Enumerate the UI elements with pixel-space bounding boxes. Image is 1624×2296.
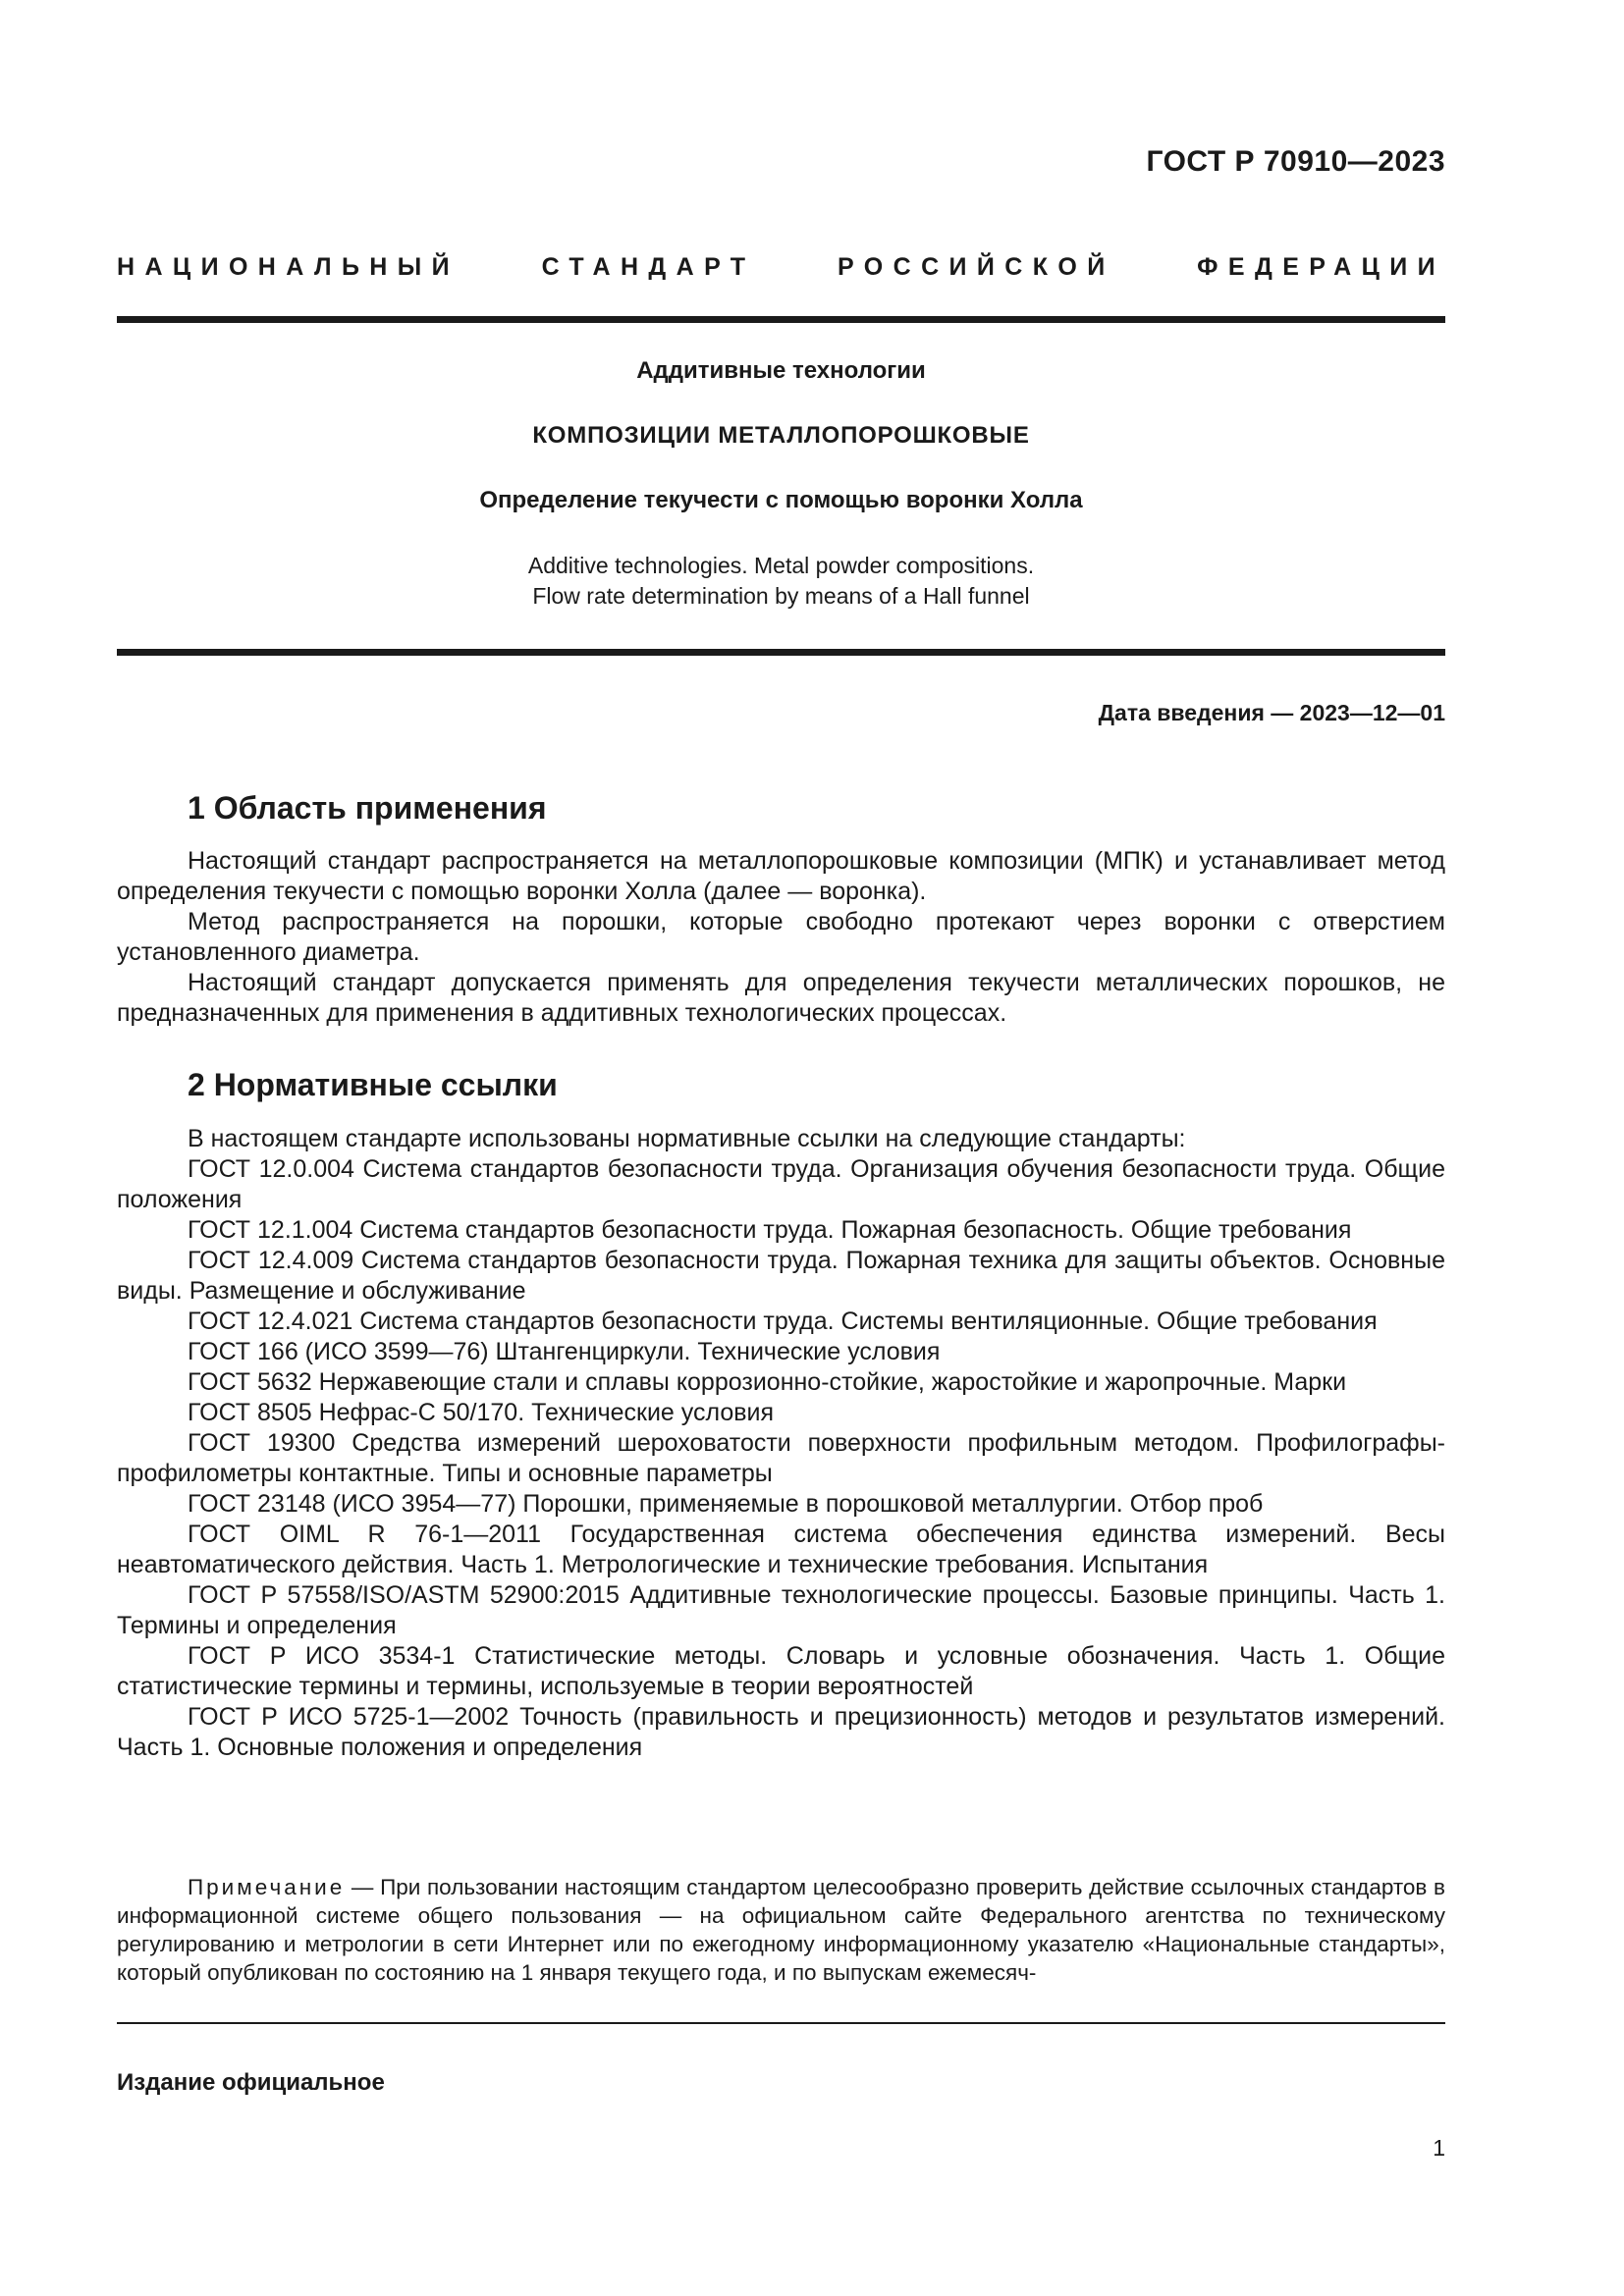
introduction-date: Дата введения — 2023—12—01 <box>1098 700 1445 725</box>
reference-item: ГОСТ 5632 Нержавеющие стали и сплавы коррозионно-стойкие, жаростойкие и жаропрочные. Марки <box>188 1368 1347 1396</box>
section-1-paragraph: Настоящий стандарт допускается применять для определения текучести металлических порошков, не предназначенных для применения в аддитивных технологических процессах. <box>117 969 1445 1027</box>
official-edition-label: Издание официальное <box>117 2069 385 2096</box>
header-divider <box>117 316 1445 323</box>
reference-item: ГОСТ 12.1.004 Система стандартов безопасности труда. Пожарная безопасность. Общие требования <box>188 1216 1352 1244</box>
title-divider <box>117 649 1445 656</box>
section-1-body <box>117 846 1445 1029</box>
note-label: Примечание <box>188 1875 346 1899</box>
section-1-title: 1 Область применения <box>188 790 547 826</box>
section-2-title: 2 Нормативные ссылки <box>188 1067 558 1102</box>
reference-item: ГОСТ Р ИСО 3534-1 Статистические методы. Словарь и условные обозначения. Часть 1. Общие статистические термины и термины, используемые в теории вероятностей <box>117 1642 1445 1700</box>
page-number: 1 <box>1433 2135 1445 2161</box>
reference-item: ГОСТ 23148 (ИСО 3954—77) Порошки, применяемые в порошковой металлургии. Отбор проб <box>188 1490 1264 1518</box>
reference-item: ГОСТ 12.4.009 Система стандартов безопасности труда. Пожарная техника для защиты объектов. Основные виды. Размещение и обслуживание <box>117 1247 1445 1305</box>
technology-field: Аддитивные технологии <box>636 357 926 384</box>
normative-references-list <box>117 1124 1445 1763</box>
english-title-line-1: Additive technologies. Metal powder compositions. <box>527 553 1035 578</box>
section-1-paragraph: Метод распространяется на порошки, которые свободно протекают через воронки с отверстием установленного диаметра. <box>117 908 1445 966</box>
standard-subtitle: Определение текучести с помощью воронки Холла <box>479 487 1083 513</box>
reference-item: ГОСТ Р ИСО 5725-1—2002 Точность (правильность и прецизионность) методов и результатов измерений. Часть 1. Основные положения и определения <box>117 1703 1445 1761</box>
reference-item: ГОСТ 8505 Нефрас-С 50/170. Технические условия <box>188 1399 775 1426</box>
note-paragraph <box>117 1873 1445 1987</box>
footer-divider <box>117 2022 1445 2024</box>
english-title <box>117 551 1445 612</box>
reference-item: ГОСТ 12.0.004 Система стандартов безопасности труда. Организация обучения безопасности труда. Общие положения <box>117 1155 1445 1213</box>
reference-item: ГОСТ OIML R 76-1—2011 Государственная система обеспечения единства измерений. Весы неавтоматического действия. Часть 1. Метрологические и технические требования. Испытания <box>117 1521 1445 1578</box>
reference-item: ГОСТ 12.4.021 Система стандартов безопасности труда. Системы вентиляционные. Общие требования <box>188 1308 1378 1335</box>
standard-main-title: КОМПОЗИЦИИ МЕТАЛЛОПОРОШКОВЫЕ <box>532 422 1030 449</box>
document-number: ГОСТ Р 70910—2023 <box>1146 145 1445 178</box>
english-title-line-2: Flow rate determination by means of a Hall funnel <box>532 583 1030 609</box>
reference-item: ГОСТ Р 57558/ISO/ASTM 52900:2015 Аддитивные технологические процессы. Базовые принципы. Часть 1. Термины и определения <box>117 1581 1445 1639</box>
references-intro: В настоящем стандарте использованы нормативные ссылки на следующие стандарты: <box>188 1125 1186 1152</box>
reference-item: ГОСТ 19300 Средства измерений шероховатости поверхности профильным методом. Профилографы-профилометры контактные. Типы и основные параметры <box>117 1429 1445 1487</box>
section-1-paragraph: Настоящий стандарт распространяется на металлопорошковые композиции (МПК) и устанавливает метод определения текучести с помощью воронки Холла (далее — воронка). <box>117 847 1445 905</box>
note-text: — При пользовании настоящим стандартом целесообразно проверить действие ссылочных стандартов в информационной системе общего пользования — на официальном сайте Федерального агентства по техническому регулированию и метрологии в сети Интернет или по ежегодному информационному указателю «Национальные стандарты», который опубликован по состоянию на 1 января текущего года, и по выпускам ежемесяч- <box>117 1875 1445 1985</box>
national-standard-title: НАЦИОНАЛЬНЫЙ СТАНДАРТ РОССИЙСКОЙ ФЕДЕРАЦИИ <box>117 253 1445 281</box>
reference-item: ГОСТ 166 (ИСО 3599—76) Штангенциркули. Технические условия <box>188 1338 941 1365</box>
